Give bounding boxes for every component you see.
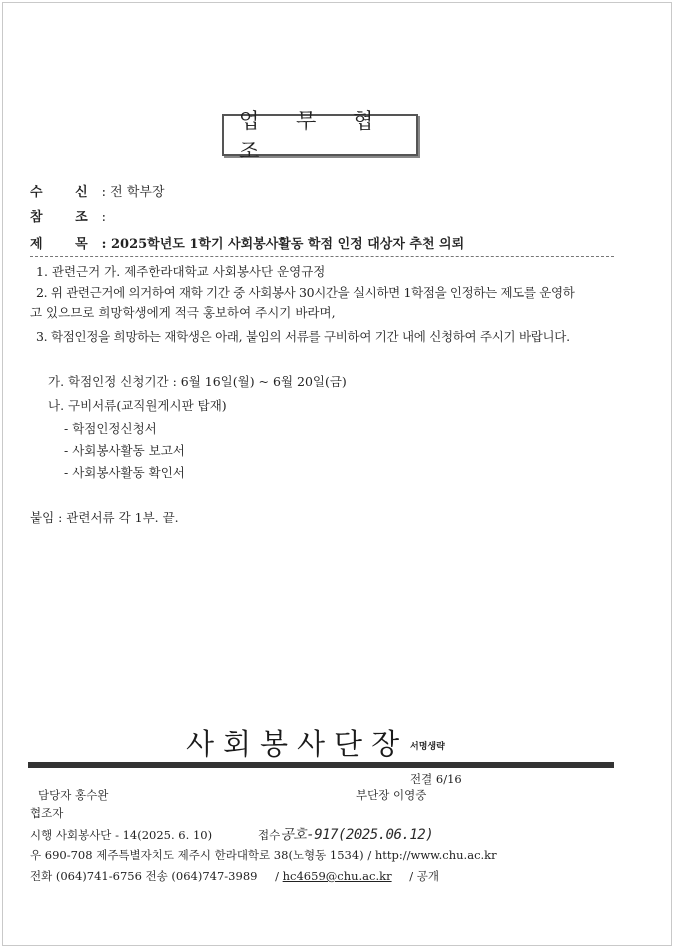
subject-label: 제 목	[30, 237, 102, 252]
reference-label: 참 조	[30, 210, 102, 225]
signature-note: 서명생략	[410, 742, 445, 752]
disclosure: / 공개	[409, 869, 439, 883]
approval-note: 전결 6/16	[410, 772, 462, 786]
vice-director: 부단장 이영중	[356, 788, 427, 802]
enforcement-number: 시행 사회봉사단 - 14(2025. 6. 10)	[30, 828, 213, 842]
receipt-stamp	[258, 824, 433, 844]
required-documents: 나. 구비서류(교직원게시판 탑재)	[48, 398, 227, 413]
staff-in-charge: 담당자 홍수완	[38, 788, 109, 802]
subject-divider	[30, 256, 614, 257]
body-line-2: 2. 위 관련근거에 의거하여 재학 기간 중 사회봉사 30시간을 실시하면 1학점을 인정하는 제도를 운영하	[36, 285, 575, 300]
receipt-handwritten: 공호-917(2025.06.12)	[280, 827, 434, 843]
subject-value: : 2025학년도 1학기 사회봉사활동 학점 인정 대상자 추천 의뢰	[101, 237, 465, 252]
footer-divider	[28, 762, 614, 768]
recipient-label: 수 신	[30, 185, 102, 200]
document-item: - 사회봉사활동 보고서	[64, 443, 185, 458]
email-link[interactable]: hc4659@chu.ac.kr	[282, 869, 392, 883]
body-line-2b: 고 있으므로 희망학생에게 적극 홍보하여 주시기 바라며,	[30, 305, 336, 320]
body-line-1: 1. 관련근거 가. 제주한라대학교 사회봉사단 운영규정	[36, 264, 326, 279]
document-title-text: 업 무 협 조	[239, 109, 389, 163]
contact-line: 전화 (064)741-6756 전송 (064)747-3989 / hc4659@chu.ac.kr / 공개	[30, 869, 439, 883]
document-title	[222, 109, 418, 163]
document-item: - 사회봉사활동 확인서	[64, 465, 185, 480]
document-item: - 학점인정신청서	[64, 421, 157, 436]
application-period: 가. 학점인정 신청기간 : 6월 16일(월) ~ 6월 20일(금)	[48, 374, 347, 389]
address-line: 우 690-708 제주특별자치도 제주시 한라대학로 38(노형동 1534) / http://www.chu.ac.kr	[30, 848, 497, 862]
reference-value: :	[101, 210, 107, 225]
receipt-label: 접수	[258, 828, 281, 842]
cooperator: 협조자	[30, 806, 64, 820]
sender-name: 사회봉사단장	[186, 727, 409, 761]
recipient-value: : 전 학부장	[101, 185, 165, 200]
body-line-3: 3. 학점인정을 희망하는 재학생은 아래, 붙임의 서류를 구비하여 기간 내에 신청하여 주시기 바랍니다.	[36, 329, 570, 344]
attachment-line: 붙임 : 관련서류 각 1부. 끝.	[30, 510, 179, 525]
subject-row	[30, 233, 464, 252]
phone-fax: 전화 (064)741-6756 전송 (064)747-3989	[30, 869, 258, 883]
reference-row	[30, 206, 106, 225]
recipient-row	[30, 181, 165, 200]
